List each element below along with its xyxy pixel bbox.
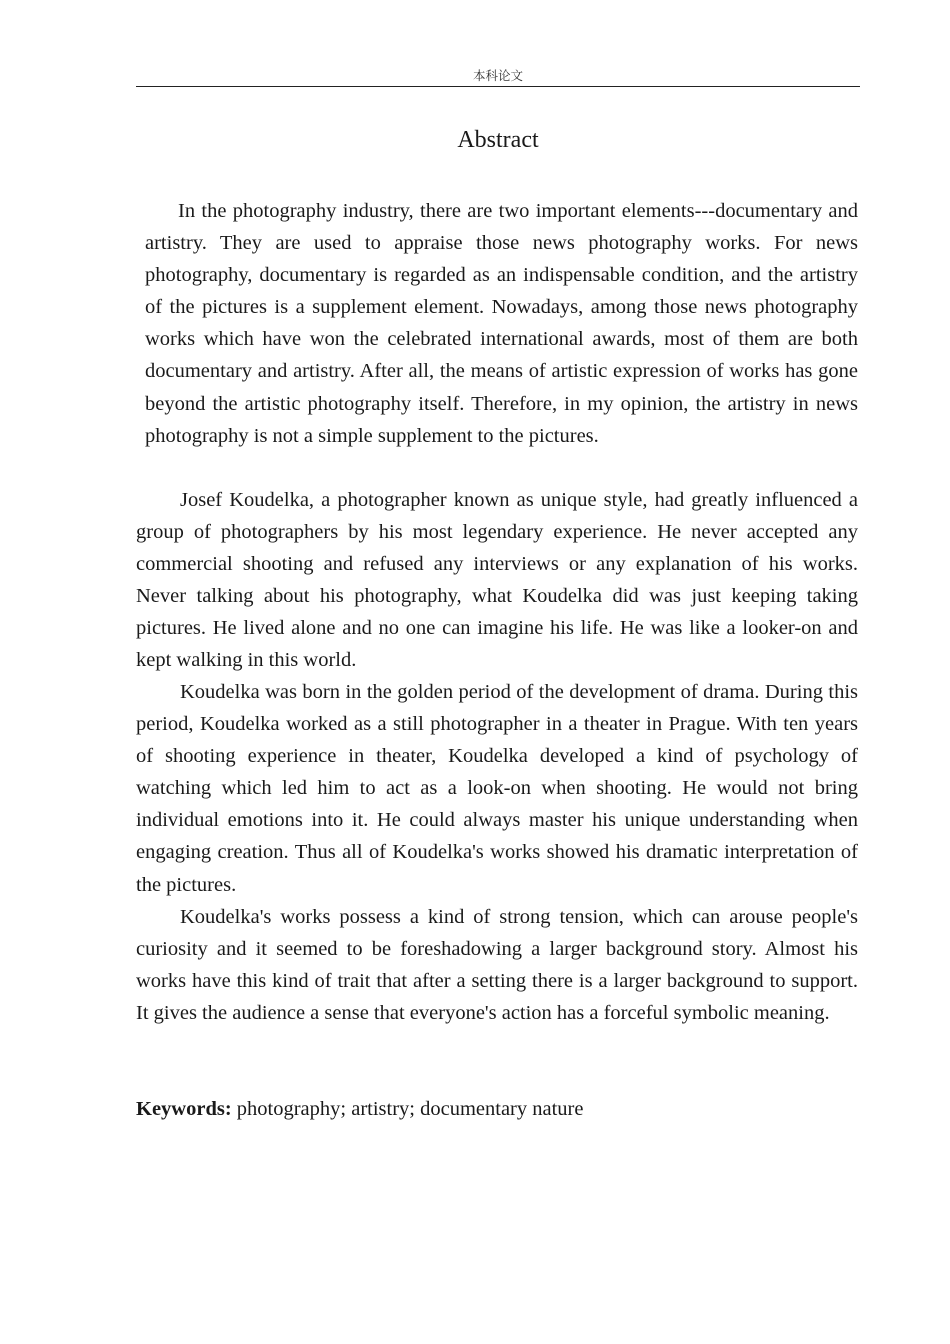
page-header [136, 66, 860, 87]
keywords-line [136, 1093, 858, 1125]
abstract-paragraph-3: Koudelka was born in the golden period of the development of drama. During this period, Koudelka worked as a still photographer in a theater in Prague. With ten years of shooting experience in theater, Koudelka developed a kind of psychology of watching which led him to act as a look-on when shooting. He would not bring individual emotions into it. He could always master his unique understanding when engaging creation. Thus all of Koudelka's works showed his dramatic interpretation of the pictures. [136, 681, 858, 896]
header-text: 本科论文 [472, 68, 523, 83]
keywords-label: Keywords: [136, 1098, 232, 1120]
abstract-paragraph-1: In the photography industry, there are two important elements---documentary and artistry. They are used to appraise those news photography works. For news photography, documentary is regarded as an indispensable condition, and the artistry of the pictures is a supplement element. Nowadays, among those news photography works which have won the celebrated international awards, most of them are both documentary and artistry. After all, the means of artistic expression of works has gone beyond the artistic photography itself. Therefore, in my opinion, the artistry in news photography is not a simple supplement to the pictures. [145, 200, 858, 447]
keywords-value: photography; artistry; documentary nature [236, 1098, 584, 1120]
abstract-paragraph-2: Josef Koudelka, a photographer known as unique style, had greatly influenced a group of photographers by his most legendary experience. He never accepted any commercial shooting and refused any interviews or any explanation of his works. Never talking about his photography, what Koudelka did was just keeping taking pictures. He lived alone and no one can imagine his life. He was like a looker-on and kept walking in this world. [136, 489, 858, 672]
abstract-paragraph-4: Koudelka's works possess a kind of strong tension, which can arouse people's curiosity and it seemed to be foreshadowing a larger background story. Almost his works have this kind of trait that after a setting there is a larger background to support. It gives the audience a sense that everyone's action has a forceful symbolic meaning. [136, 906, 858, 1025]
page-title: Abstract [457, 127, 539, 153]
